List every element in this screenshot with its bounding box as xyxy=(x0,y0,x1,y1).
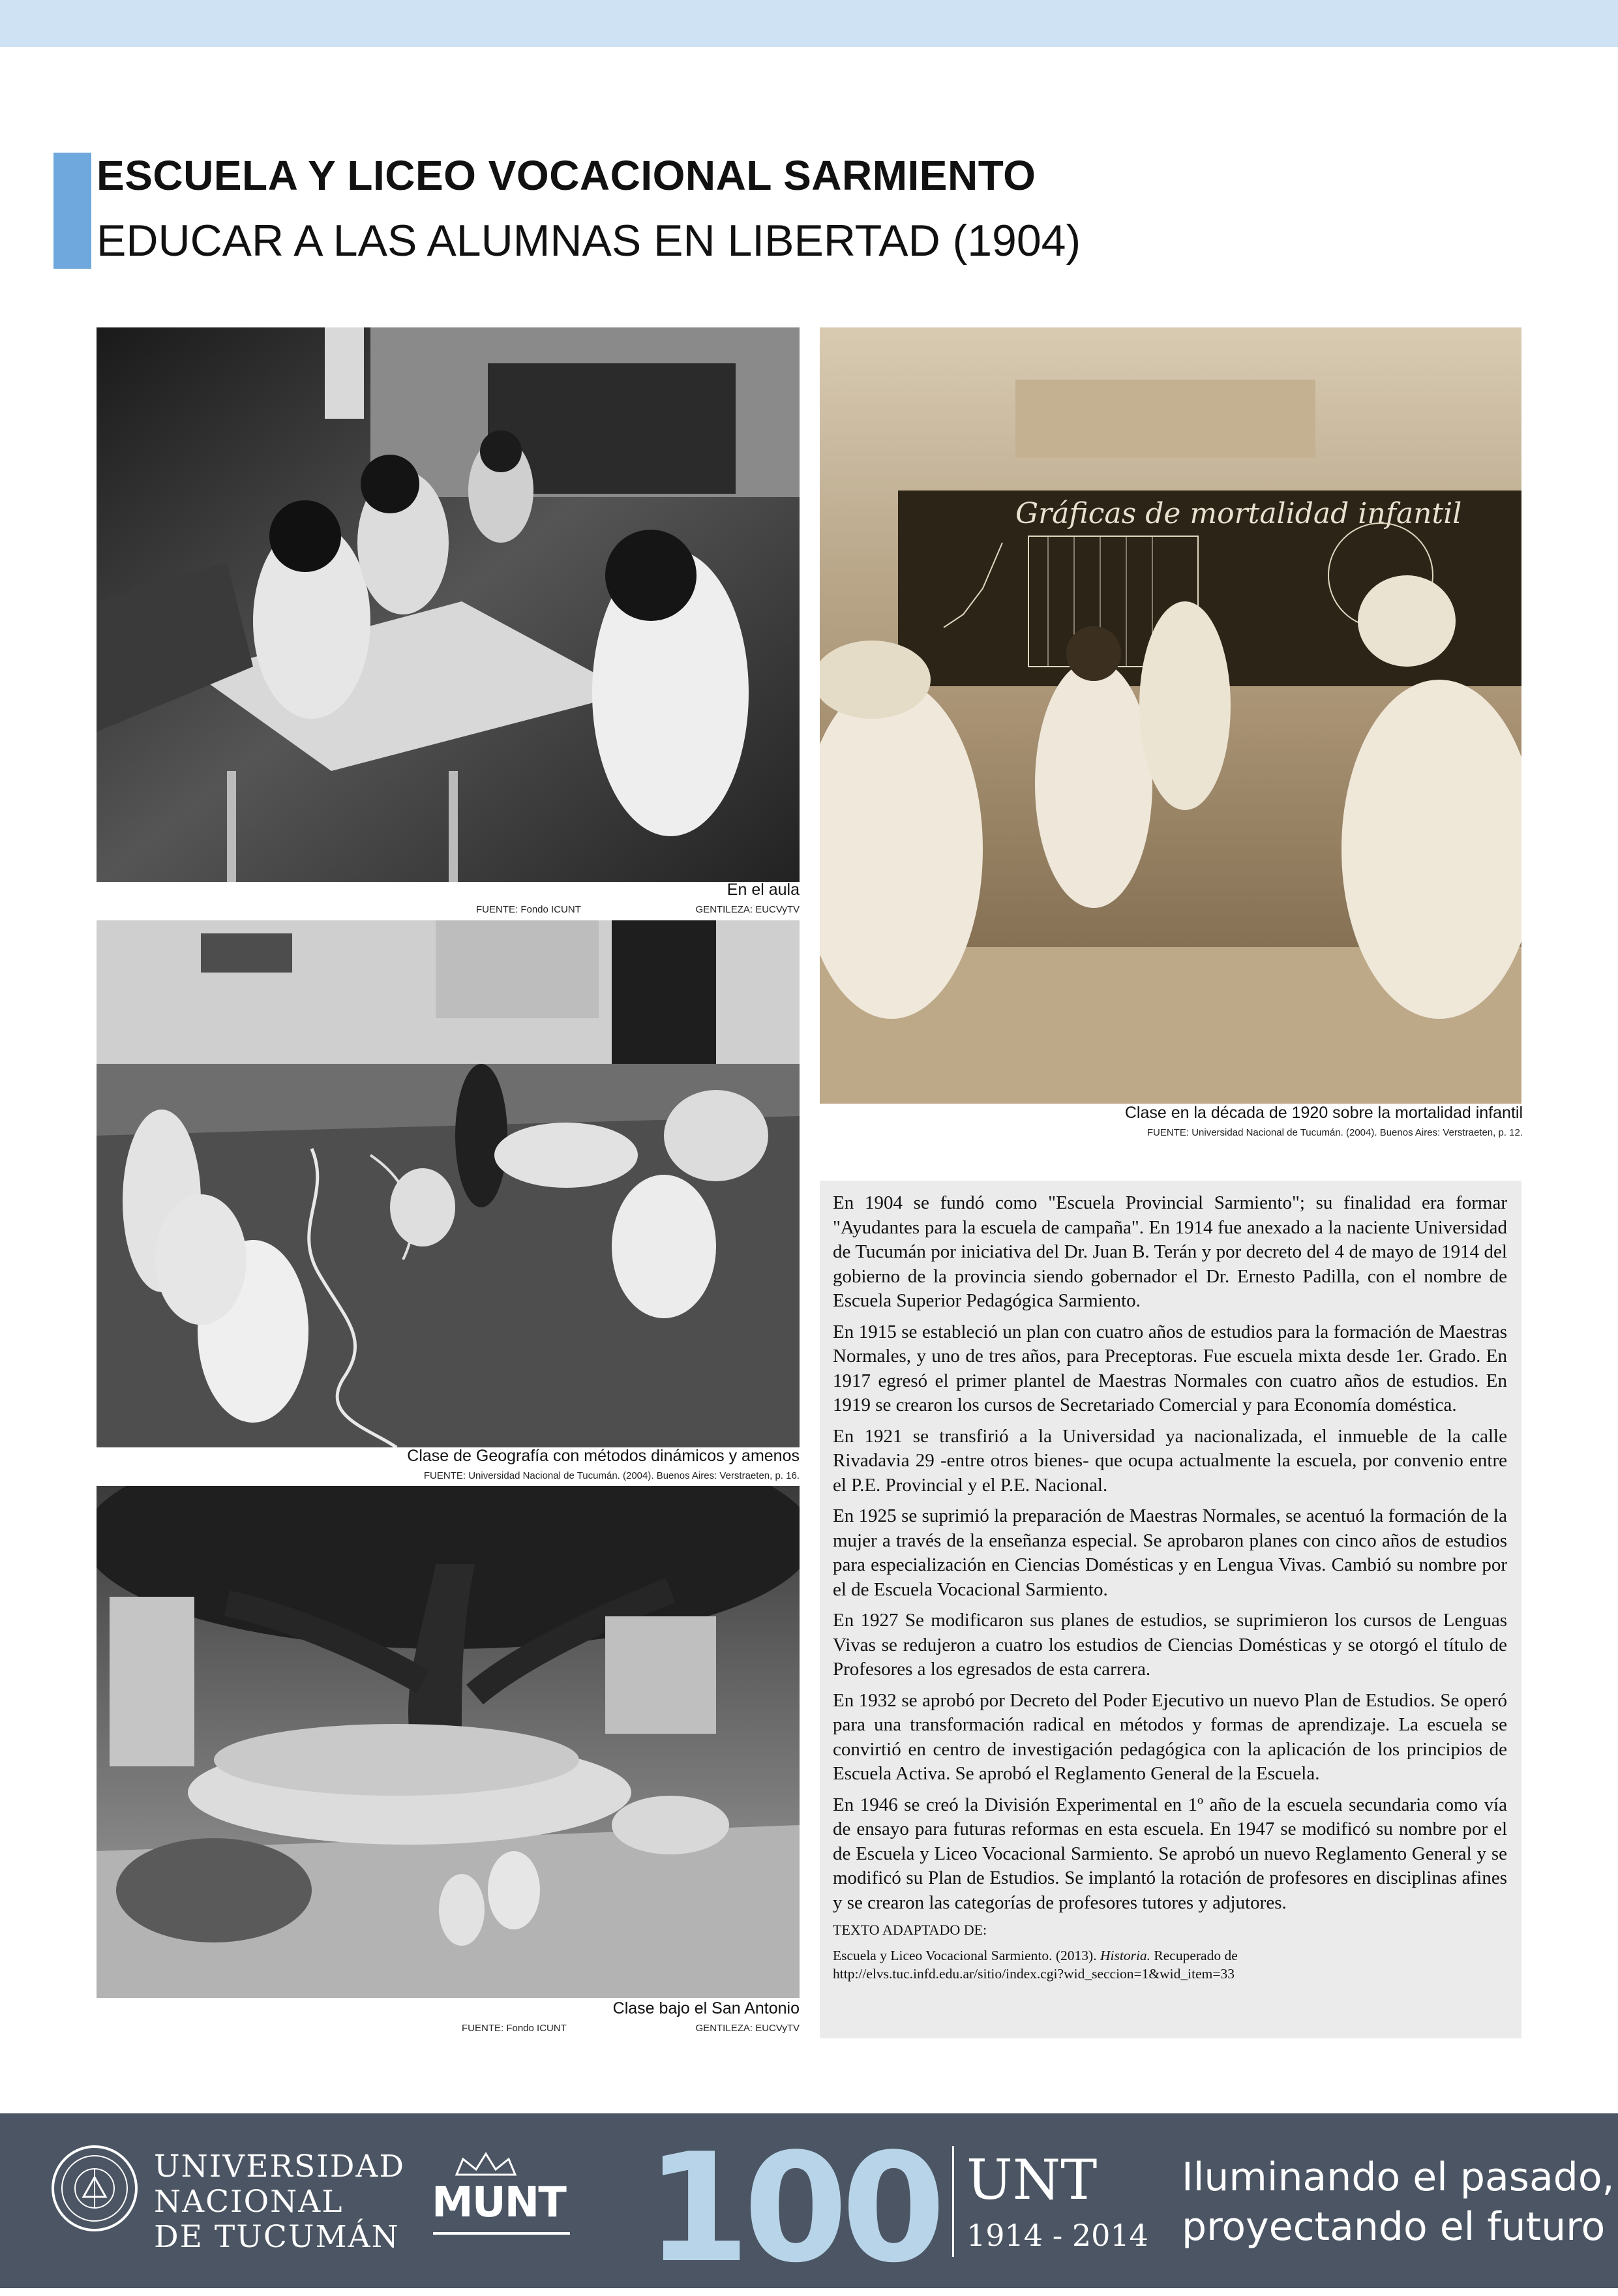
slogan-line2: proyectando el futuro xyxy=(1182,2204,1606,2250)
history-paragraph: En 1904 se fundó como "Escuela Provincial Sarmiento"; su finalidad era formar "Ayudantes para la escuela de campaña". En 1914 fue anexado a la naciente Universidad de Tucumán por iniciativa del Dr. Juan B. Terán y por decreto del 4 de mayo de 1914 del gobierno de la provincia siendo gobernador el Dr. Ernesto Padilla, con el nombre de Escuela Superior Pedagógica Sarmiento. xyxy=(833,1192,1507,1311)
title-accent-bar xyxy=(53,153,91,269)
caption-mortalidad-infantil: Clase en la década de 1920 sobre la mortalidad infantil xyxy=(1124,1104,1523,1122)
unt-seal-icon xyxy=(51,2145,138,2232)
source-citation xyxy=(833,1946,1507,1965)
courtesy-en-el-aula: GENTILEZA: EUCVyTV xyxy=(695,904,800,915)
caption-en-el-aula: En el aula xyxy=(727,881,800,899)
source-san-antonio: FUENTE: Fondo ICUNT xyxy=(462,2023,567,2034)
history-paragraph: En 1925 se suprimió la preparación de Maestras Normales, se acentuó la formación de la mujer a través de la enseñanza especial. Se aprobaron planes con cinco años de estudios para especialización en Ciencias Domésticas y en Lengua Vivas. Cambió su nombre por el de Escuela Vocacional Sarmiento. xyxy=(833,1505,1507,1600)
history-paragraph: En 1932 se aprobó por Decreto del Poder Ejecutivo un nuevo Plan de Estudios. Se operó para una transformación radical en métodos y formas de aprendizaje. La escuela se convirtió en centro de investigación pedagógica con la aplicación de los principios de Escuela Activa. Se aprobó el Reglamento General de la Escuela. xyxy=(833,1689,1507,1784)
citation-text: Escuela y Liceo Vocacional Sarmiento. (2013). xyxy=(833,1948,1100,1963)
caption-clase-geografia: Clase de Geografía con métodos dinámicos y amenos xyxy=(407,1447,800,1465)
board-chalk-text: Gráficas de mortalidad infantil xyxy=(1015,497,1462,530)
centenary-years: 1914 - 2014 xyxy=(966,2218,1148,2253)
unt-acronym: UNT xyxy=(966,2148,1098,2212)
source-mortalidad-infantil: FUENTE: Universidad Nacional de Tucumán. (2004). Buenos Aires: Verstraeten, p. 12. xyxy=(1146,1127,1523,1138)
unt-name-line1: UNIVERSIDAD xyxy=(154,2149,406,2184)
source-url: http://elvs.tuc.infd.edu.ar/sitio/index.cgi?wid_seccion=1&wid_item=33 xyxy=(833,1966,1235,1982)
page-subtitle: EDUCAR A LAS ALUMNAS EN LIBERTAD (1904) xyxy=(97,216,1081,265)
history-paragraph: En 1921 se transfirió a la Universidad ya nacionalizada, el inmueble de la calle Rivadavia 29 -entre otros bienes- que ocupa actualmente la escuela, por convenio entre el P.E. Provincial y el P.E. Nacional. xyxy=(833,1425,1507,1496)
munt-underline xyxy=(433,2232,570,2235)
history-paragraph: En 1946 se creó la División Experimental en 1º año de la escuela secundaria como vía de ensayo para futuras reformas en esta escuela. En 1947 se modificó su nombre por el de Escuela y Liceo Vocacional Sarmiento. Se aprobó un nuevo Reglamento General y se modificó su Plan de Estudios. Se implantó la rotación de profesores en disciplinas afines y se crearon las categorías de profesores tutores y adjutores. xyxy=(833,1794,1507,1913)
caption-san-antonio: Clase bajo el San Antonio xyxy=(612,1999,800,2017)
source-clase-geografia: FUENTE: Universidad Nacional de Tucumán. (2004). Buenos Aires: Verstraeten, p. 16. xyxy=(423,1470,800,1481)
munt-crown-icon xyxy=(450,2151,522,2177)
source-en-el-aula: FUENTE: Fondo ICUNT xyxy=(476,904,581,915)
photo-san-antonio xyxy=(97,1486,800,1998)
slogan-line1: Iluminando el pasado, xyxy=(1182,2154,1615,2200)
history-paragraph: En 1915 se estableció un plan con cuatro años de estudios para la formación de Maestras Normales, y uno de tres años, para Preceptoras. Fue escuela mixta desde 1er. Grado. En 1917 egresó el primer plantel de Maestras Normales con cuatro años de estudios. En 1919 se crearon los cursos de Secretariado Comercial y para Economía doméstica. xyxy=(833,1321,1507,1415)
top-band xyxy=(0,0,1618,47)
unt-name-line3: DE TUCUMÁN xyxy=(154,2219,400,2255)
citation-text-end: Recuperado de xyxy=(1150,1948,1238,1963)
page-title: ESCUELA Y LICEO VOCACIONAL SARMIENTO xyxy=(97,152,1036,199)
history-text-box xyxy=(820,1181,1521,2038)
history-paragraph: En 1927 Se modificaron sus planes de estudios, se suprimieron los cursos de Lenguas Vivas se redujeron a cuatro los estudios de Ciencias Domésticas y se otorgó el título de Profesores a los egresados de esta carrera. xyxy=(833,1610,1507,1680)
centenary-number: 100 xyxy=(646,2122,940,2296)
source-heading: TEXTO ADAPTADO DE: xyxy=(833,1922,987,1938)
photo-clase-geografia xyxy=(97,920,800,1447)
photo-mortalidad-infantil xyxy=(820,327,1521,1104)
citation-title: Historia. xyxy=(1100,1948,1151,1963)
photo-en-el-aula xyxy=(97,327,800,882)
unt-name-line2: NACIONAL xyxy=(154,2184,344,2220)
footer-bar xyxy=(0,2113,1618,2296)
centenary-divider xyxy=(952,2146,954,2257)
courtesy-san-antonio: GENTILEZA: EUCVyTV xyxy=(695,2023,800,2034)
munt-logo-text: MUNT xyxy=(432,2179,565,2227)
